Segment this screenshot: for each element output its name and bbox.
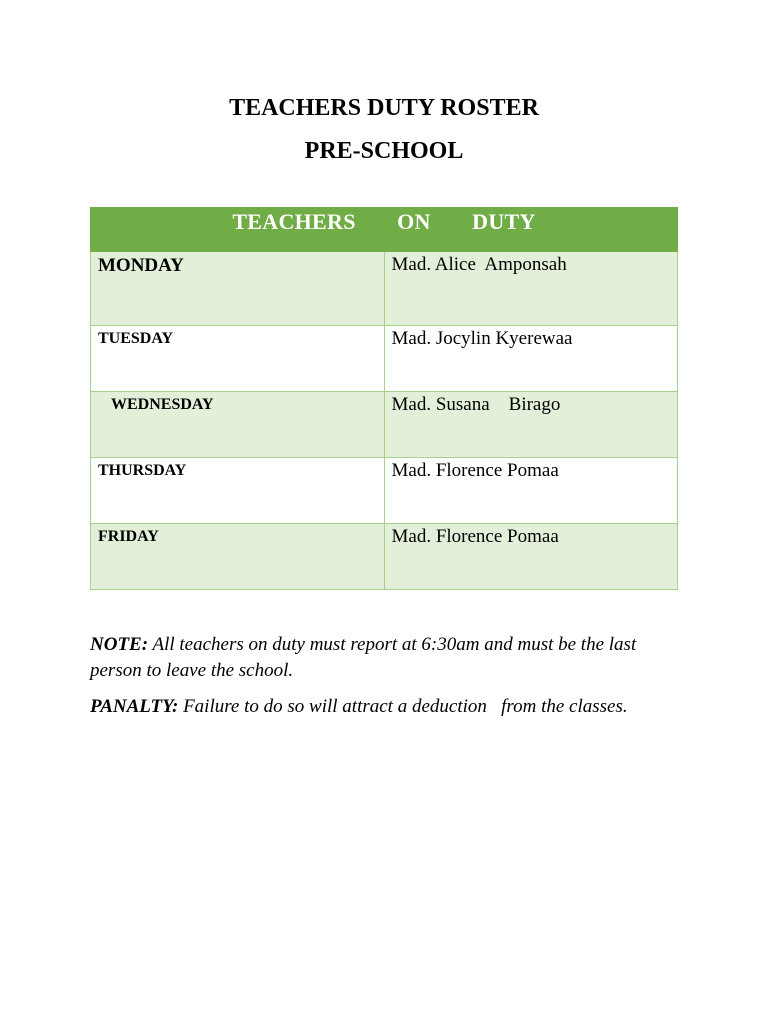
teacher-cell: Mad. Susana Birago: [384, 392, 678, 458]
day-cell: THURSDAY: [91, 458, 385, 524]
table-row: [91, 524, 678, 590]
document-subtitle: PRE-SCHOOL: [304, 138, 464, 164]
note-paragraph: [90, 632, 690, 684]
teacher-cell: Mad. Florence Pomaa: [384, 458, 678, 524]
table-row: [91, 252, 678, 326]
day-cell: WEDNESDAY: [91, 392, 385, 458]
table-row: [91, 326, 678, 392]
teacher-cell: Mad. Jocylin Kyerewaa: [384, 326, 678, 392]
table-header: TEACHERS ON DUTY: [91, 208, 678, 252]
table-row: [91, 458, 678, 524]
penalty-label: PANALTY:: [90, 696, 179, 717]
table-header-row: [91, 208, 678, 252]
penalty-paragraph: [90, 694, 690, 720]
penalty-text: Failure to do so will attract a deduction from the classes.: [178, 696, 628, 717]
note-label: NOTE:: [90, 634, 149, 655]
teacher-cell: Mad. Florence Pomaa: [384, 524, 678, 590]
day-cell: FRIDAY: [91, 524, 385, 590]
table-row: [91, 392, 678, 458]
duty-roster-table: [90, 207, 678, 590]
day-cell: TUESDAY: [91, 326, 385, 392]
teacher-cell: Mad. Alice Amponsah: [384, 252, 678, 326]
document-title: TEACHERS DUTY ROSTER: [229, 95, 539, 121]
note-text: All teachers on duty must report at 6:30am and must be the last person to leave the school.: [90, 634, 637, 681]
day-cell: MONDAY: [91, 252, 385, 326]
